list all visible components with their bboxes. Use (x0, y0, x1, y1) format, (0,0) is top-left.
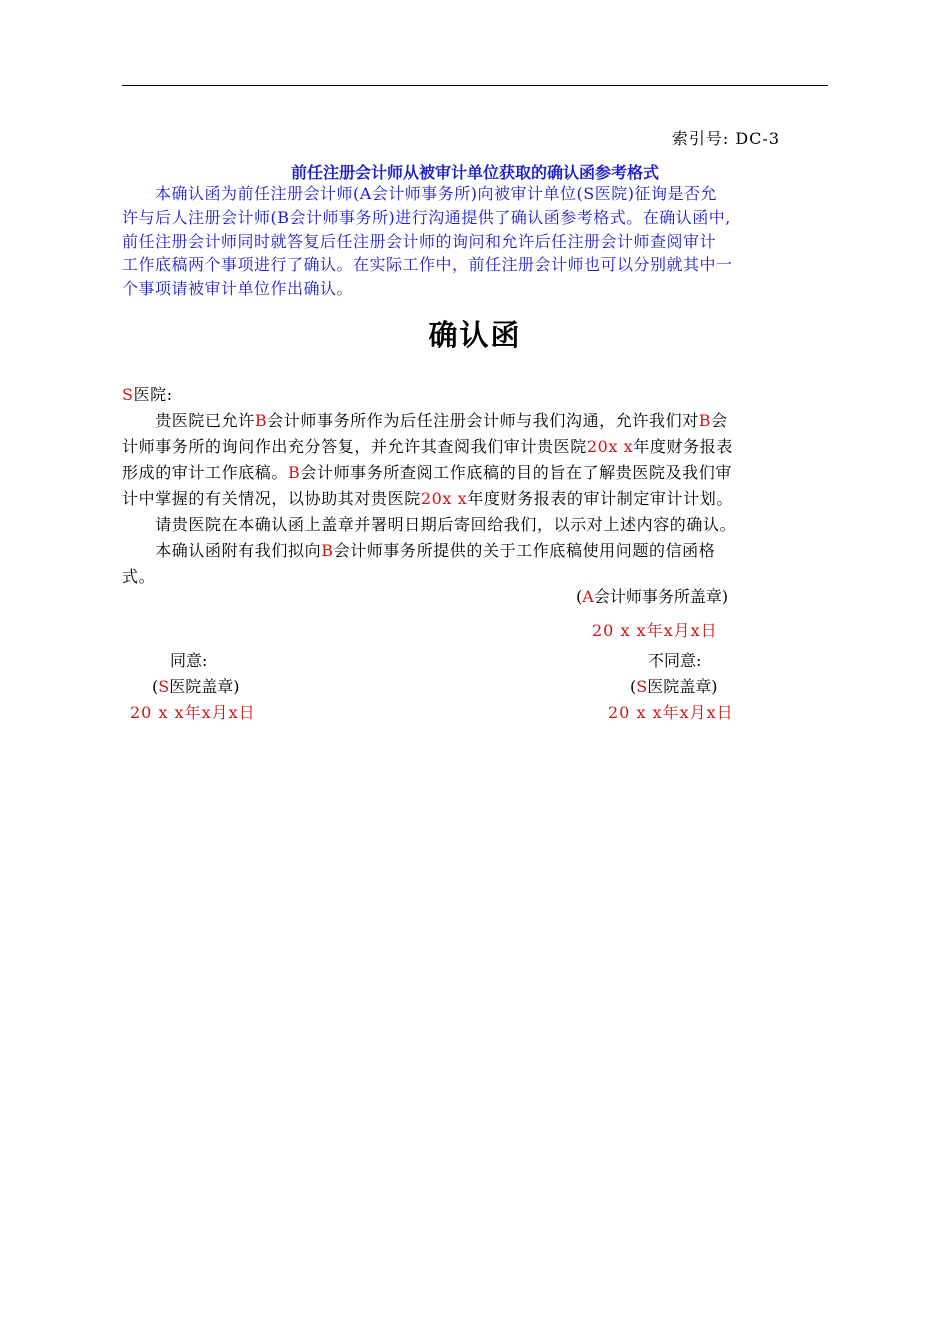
recipient-suffix: 医院: (133, 385, 173, 404)
paren: ( (630, 677, 637, 696)
intro-line: 个事项请被审计单位作出确认。 (122, 279, 354, 299)
stamp-text: 医院盖章) (647, 677, 718, 696)
paragraph-line (122, 538, 834, 564)
intro-line: 许与后人注册会计师(B会计师事务所)进行沟通提供了确认函参考格式。在确认函中, (122, 207, 731, 227)
stamp-text: 医院盖章) (169, 677, 240, 696)
text-run: 会计师事务所作为后任注册会计师与我们沟通，允许我们对 (267, 411, 699, 430)
index-number: 索引号: DC-3 (671, 129, 780, 148)
firm-stamp-text: 会计师事务所盖章) (593, 587, 729, 606)
text-run: 计中掌握的有关情况，以协助其对贵医院 (122, 489, 421, 508)
highlight-run: 20x x (586, 437, 634, 456)
text-run: 形成的审计工作底稿。 (122, 463, 289, 482)
paragraph-line (122, 434, 834, 460)
firm-signature (576, 584, 728, 607)
text-run: 贵医院已允许 (122, 411, 255, 430)
text-run: 会计师事务所查阅工作底稿的目的旨在了解贵医院及我们审 (300, 463, 732, 482)
text-run: 会 (711, 411, 728, 430)
paragraph-line: 请贵医院在本确认函上盖章并署明日期后寄回给我们，以示对上述内容的确认。 (122, 515, 737, 534)
highlight-run: B (321, 541, 334, 560)
agree-block (130, 648, 256, 726)
intro-line: 前任注册会计师同时就答复后任注册会计师的询问和允许后任注册会计师查阅审计 (122, 231, 717, 251)
paragraph-line: 式。 (122, 567, 156, 586)
paragraph-line (122, 408, 834, 434)
agree-date: 20 x x年x月x日 (130, 703, 256, 722)
recipient-line (122, 382, 834, 408)
letter-title: 确认函 (428, 318, 522, 352)
agree-stamp (130, 674, 256, 700)
recipient-name: S (122, 385, 134, 404)
text-run: 本确认函附有我们拟向 (122, 541, 322, 560)
paragraph-line (122, 486, 834, 512)
firm-name: A (582, 587, 594, 606)
text-run: 年度财务报表 (633, 437, 733, 456)
reference-title: 前任注册会计师从被审计单位获取的确认函参考格式 (290, 163, 659, 182)
highlight-run: B (698, 411, 712, 430)
agree-label: 同意: (170, 651, 208, 670)
highlight-run: B (288, 463, 301, 482)
text-run: 计师事务所的询问作出充分答复，并允许其查阅我们审计贵医院 (122, 437, 587, 456)
intro-line: 工作底稿两个事项进行了确认。在实际工作中，前任注册会计师也可以分别就其中一 (122, 255, 733, 275)
intro-paragraph (122, 182, 834, 301)
disagree-stamp (608, 674, 734, 700)
disagree-date: 20 x x年x月x日 (608, 703, 734, 722)
disagree-block (608, 648, 734, 726)
header-rule (122, 85, 828, 86)
text-run: 年度财务报表的审计制定审计计划。 (467, 489, 733, 508)
highlight-run: 20x x (420, 489, 468, 508)
firm-date: 20 x x年x月x日 (592, 621, 718, 640)
letter-body (122, 382, 834, 590)
highlight-run: B (254, 411, 268, 430)
paragraph-line (122, 460, 834, 486)
intro-line: 本确认函为前任注册会计师(A会计师事务所)向被审计单位(S医院)征询是否允 (122, 184, 717, 203)
hospital-name: S (636, 677, 648, 696)
paren: ( (152, 677, 159, 696)
disagree-label: 不同意: (648, 651, 702, 670)
hospital-name: S (158, 677, 170, 696)
paren: ( (576, 587, 583, 606)
text-run: 会计师事务所提供的关于工作底稿使用问题的信函格 (333, 541, 716, 560)
